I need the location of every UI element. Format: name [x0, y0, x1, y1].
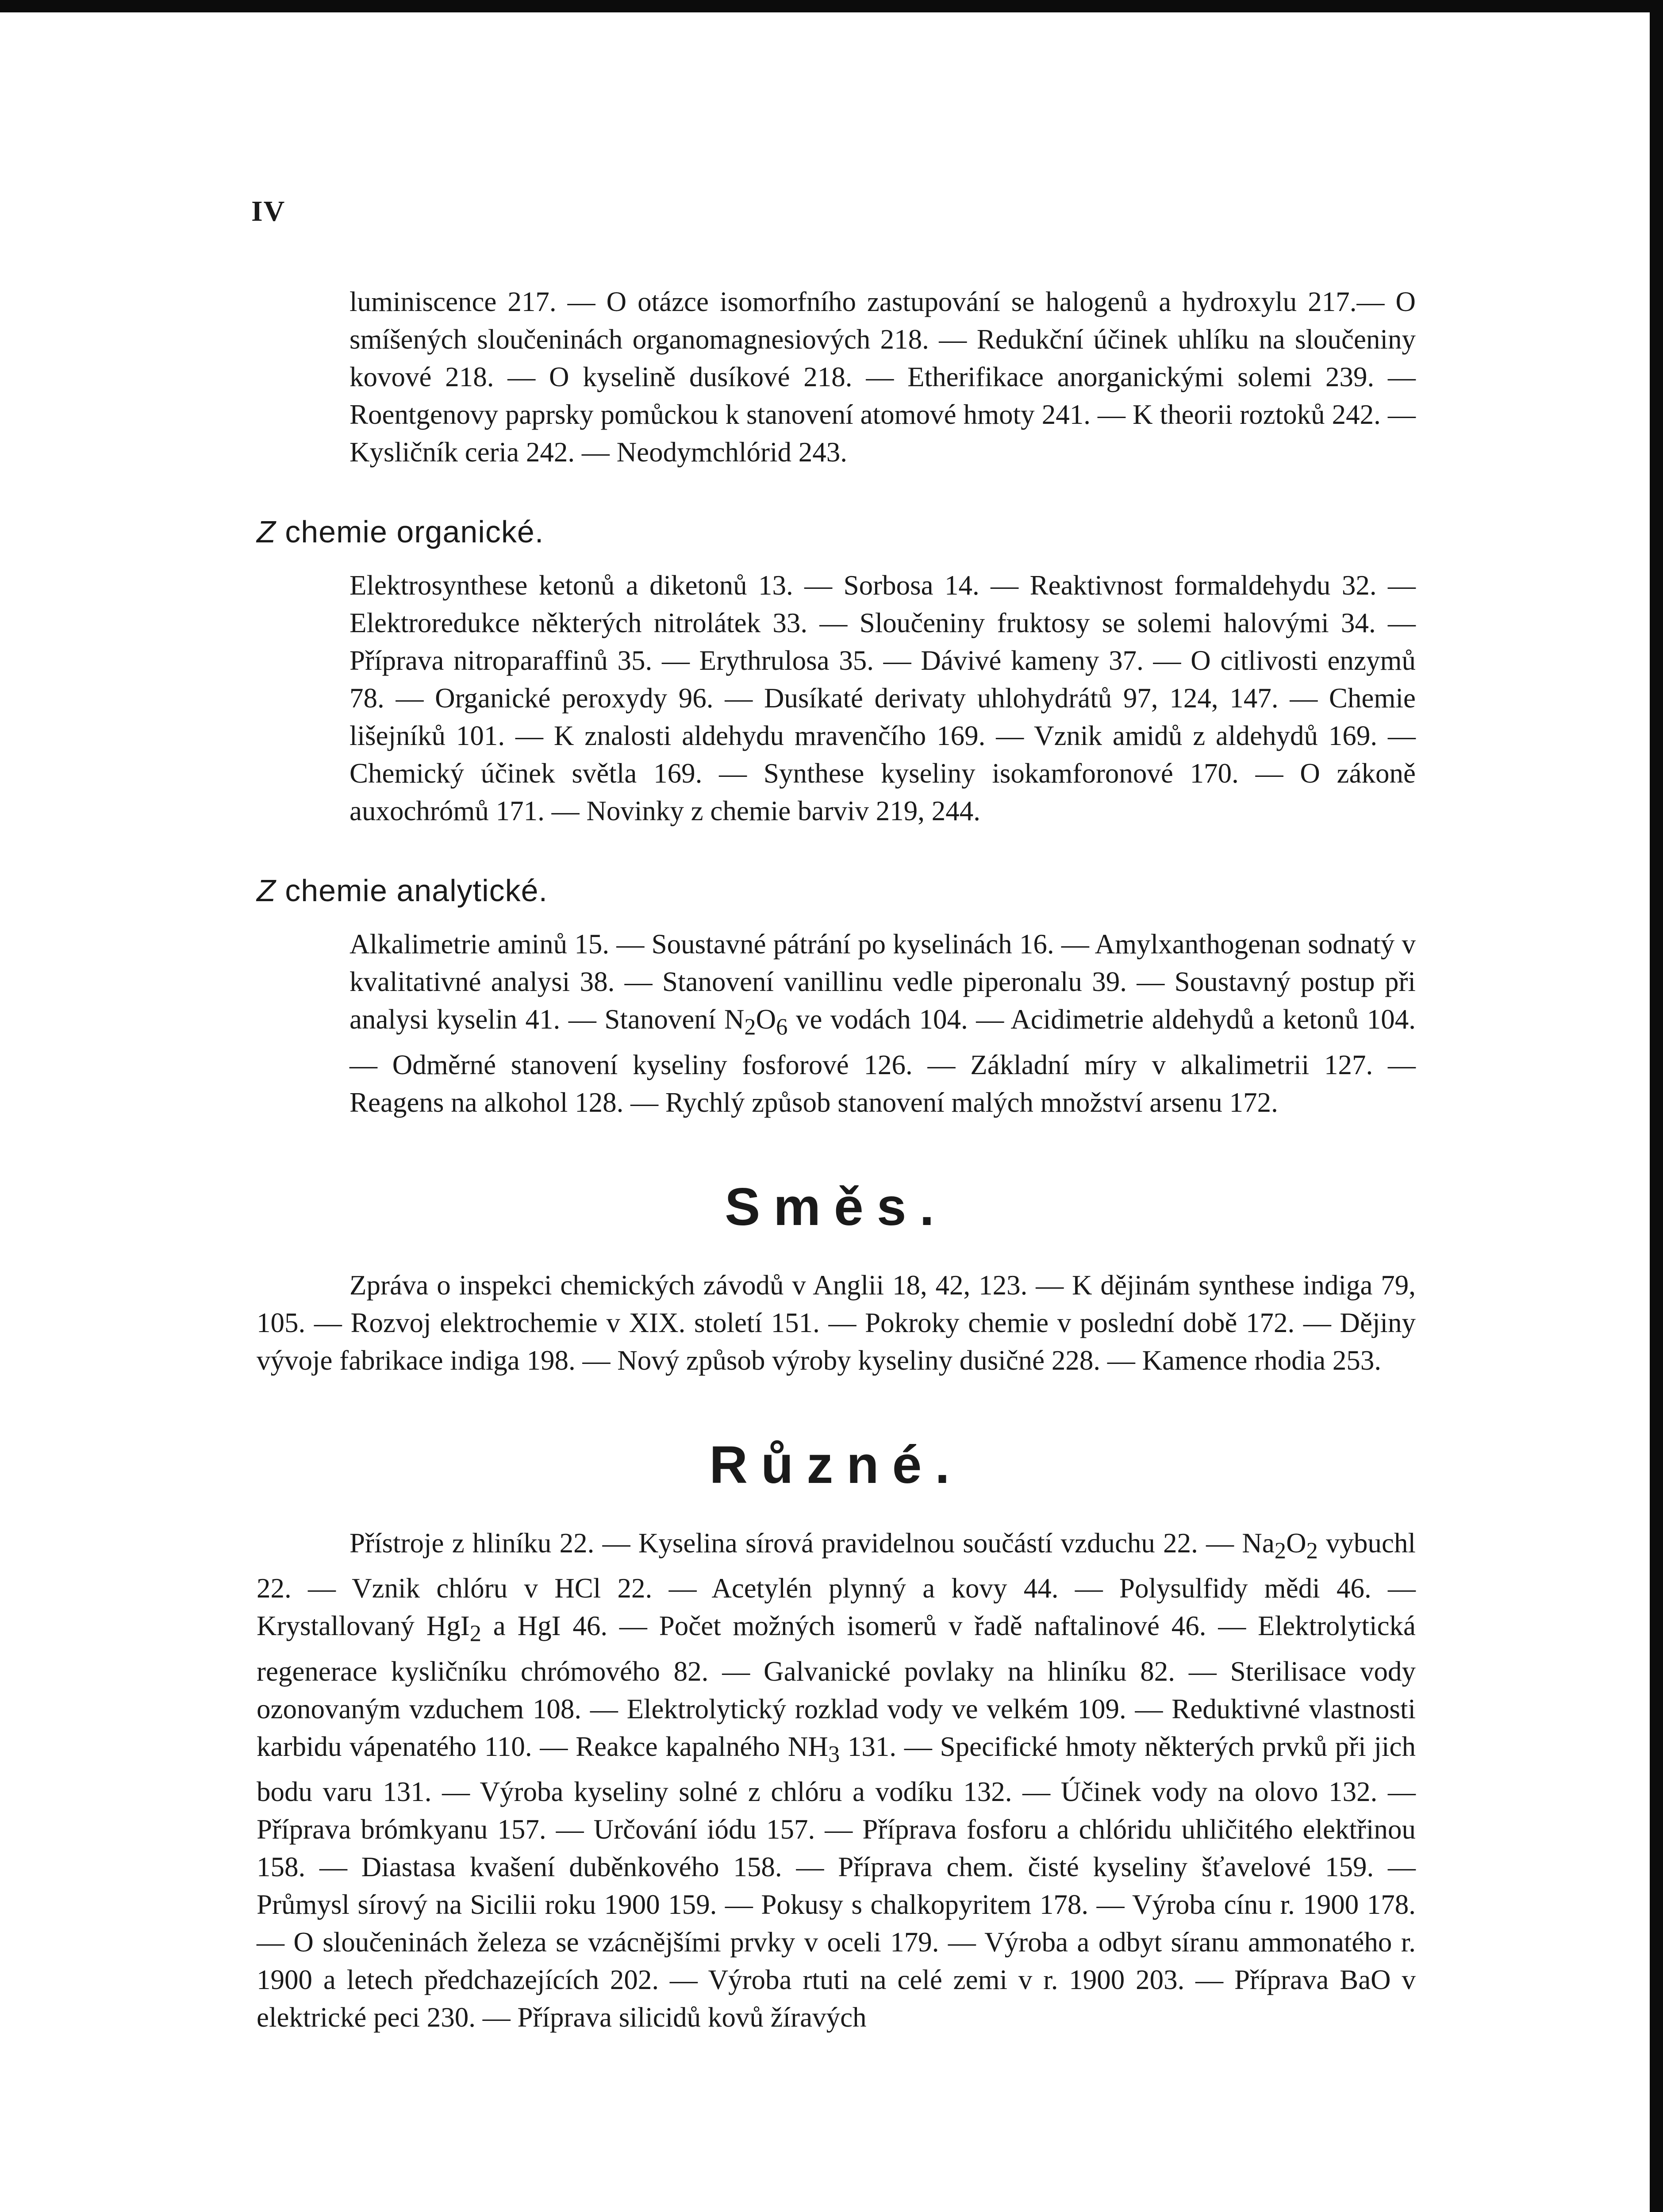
ruzne-text-3: a HgI 46. — Počet možných isomerů v řadě naftalinové 46. — Elektrolytická regenerace kysličníku chrómového 82. — Galvanické povlaky na hliníku 82. — Sterilisace vody ozonovaným vzduchem 108. — Elektrolytický rozklad vody ve velkém 109. — Reduktivné vlastnosti karbidu vápenatého 110. — Reakce kapalného — [257, 1610, 1416, 1762]
ruzne-text-2: vybuchl 22. — Vznik chlóru v HCl 22. — Acetylén plynný a kovy 44. — Polysulfidy mědi 46. — Krystallovaný — [257, 1527, 1416, 1642]
ruzne-text-1: Přístroje z hliníku 22. — Kyselina sírová pravidelnou součástí vzduchu 22. — — [349, 1527, 1242, 1559]
intro-paragraph: luminiscence 217. — O otázce isomorfního zastupování se halogenů a hydroxylu 217.— O smíšených sloučeninách organomagnesiových 218. — Redukční účinek uhlíku na sloučeniny kovové 218. — O kyselině dusíkové 218. — Etherifikace anorganickými solemi 239. — Roentgenovy paprsky pomůckou k stanovení atomové hmoty 241. — K theorii roztoků 242. — Kysličník ceria 242. — Neodymchlórid 243. — [349, 286, 1416, 468]
formula-o-sub: 6 — [776, 1014, 788, 1040]
page-content — [257, 283, 1416, 2036]
formula-n: N — [724, 1004, 745, 1035]
analytic-text-b: ve vodách 104. — Acidimetrie aldehydů a ketonů 104. — Odměrné stanovení kyseliny fosforové 126. — Základní míry v alkalimetrii 127. — Reagens na alkohol 128. — Rychlý způsob stanovení malých množství arsenu 172. — [349, 1004, 1416, 1118]
formula-o2: O — [1286, 1527, 1306, 1559]
analytic-paragraph — [257, 926, 1416, 1121]
formula-n-sub: 2 — [744, 1014, 756, 1040]
formula-na: Na — [1242, 1527, 1275, 1559]
formula-nh: NH — [787, 1731, 828, 1762]
page-number: IV — [251, 195, 286, 227]
analytic-text-a: Alkalimetrie aminů 15. — Soustavné pátrání po kyselinách 16. — Amylxanthogenan sodnatý v kvalitativné analysi 38. — Stanovení vanillinu vedle piperonalu 39. — Soustavný postup při analysi kyselin 41. — Stanovení — [349, 929, 1416, 1035]
analytic-heading-text: chemie analytické. — [276, 873, 548, 908]
smes-paragraph — [257, 1267, 1416, 1379]
analytic-heading-prefix: Z — [257, 873, 276, 908]
formula-hgi-sub: 2 — [469, 1621, 481, 1647]
ruzne-paragraph — [257, 1525, 1416, 2037]
organic-heading-prefix: Z — [257, 515, 276, 549]
formula-na-sub: 2 — [1274, 1538, 1287, 1564]
formula-o2-sub: 2 — [1306, 1538, 1318, 1564]
formula-o: O — [756, 1004, 776, 1035]
organic-heading — [257, 512, 1416, 552]
smes-title: Směs. — [725, 1177, 948, 1237]
analytic-heading — [257, 871, 1416, 910]
formula-nh-sub: 3 — [828, 1741, 840, 1767]
smes-text: Zpráva o inspekci chemických závodů v Anglii 18, 42, 123. — K dějinám synthese indiga 79, 105. — Rozvoj elektrochemie v XIX. století 151. — Pokroky chemie v poslední době 172. — Dějiny vývoje fabrikace indiga 198. — Nový způsob výroby kyseliny dusičné 228. — Kamence rhodia 253. — [257, 1269, 1416, 1376]
ruzne-title: Různé. — [709, 1435, 963, 1494]
organic-heading-text: chemie organické. — [276, 515, 544, 549]
ruzne-text-4: 131. — Specifické hmoty některých prvků při jich bodu varu 131. — Výroba kyseliny solné z chlóru a vodíku 132. — Účinek vody na olovo 132. — Příprava brómkyanu 157. — Určování iódu 157. — Příprava fosforu a chlóridu uhličitého elektřinou 158. — Diastasa kvašení duběnkového 158. — Příprava chem. čisté kyseliny šťavelové 159. — Průmysl sírový na Sicilii roku 1900 159. — Pokusy s chalkopyritem 178. — Výroba cínu r. 1900 178. — O sloučeninách železa se vzácnějšími prvky v oceli 179. — Výroba a odbyt síranu ammonatého r. 1900 a letech předchazejících 202. — Výroba rtuti na celé zemi v r. 1900 203. — Příprava BaO v elektrické peci 230. — Příprava silicidů kovů žíravých — [257, 1731, 1416, 2033]
organic-paragraph: Elektrosynthese ketonů a diketonů 13. — Sorbosa 14. — Reaktivnost formaldehydu 32. — Elektroredukce některých nitrolátek 33. — Sloučeniny fruktosy se solemi halovými 34. — Příprava nitroparaffinů 35. — Erythrulosa 35. — Dávivé kameny 37. — O citlivosti enzymů 78. — Organické peroxydy 96. — Dusíkaté derivaty uhlohydrátů 97, 124, 147. — Chemie lišejníků 101. — K znalosti aldehydu mravenčího 169. — Vznik amidů z aldehydů 169. — Chemický účinek světla 169. — Synthese kyseliny isokamforonové 170. — O zákoně auxochrómů 171. — Novinky z chemie barviv 219, 244. — [349, 570, 1416, 826]
formula-hgi: HgI — [426, 1610, 470, 1642]
